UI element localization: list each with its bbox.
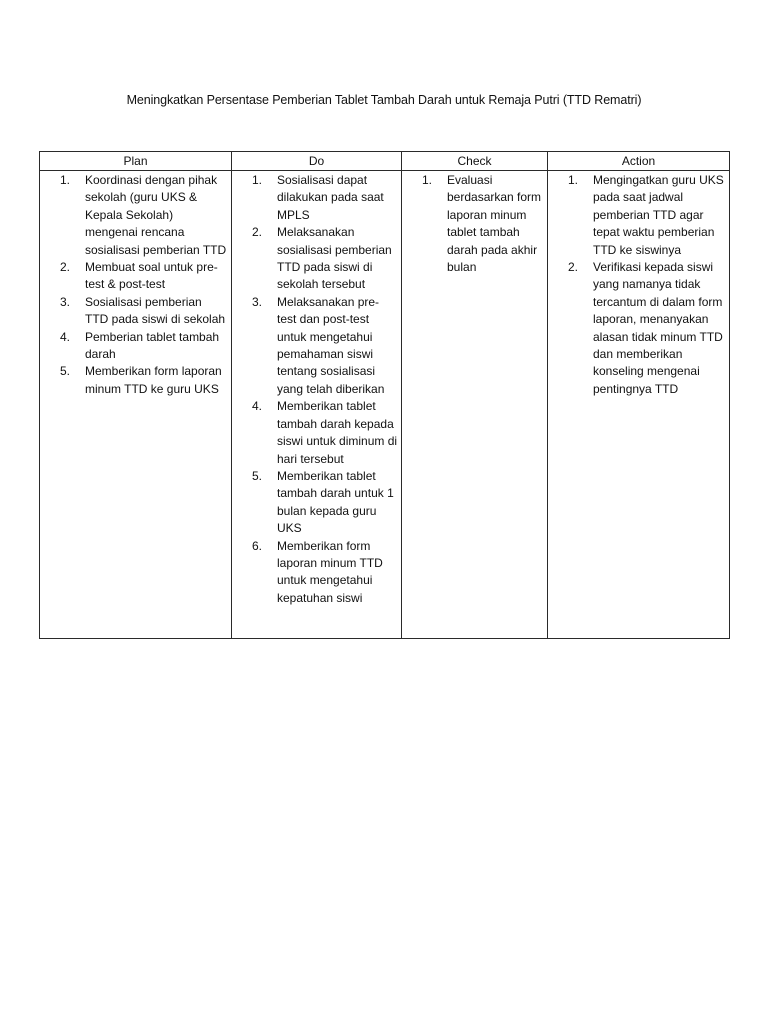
table-row [40, 171, 730, 639]
list-item [238, 172, 398, 224]
list-item [238, 224, 398, 294]
item-text: Memberikan form laporan minum TTD ke guru UKS [85, 364, 222, 396]
header-check: Check [402, 152, 548, 171]
item-number: 1. [422, 173, 433, 187]
item-text: Mengingatkan guru UKS pada saat jadwal pemberian TTD agar tepat waktu pemberian TTD ke siswinya [593, 173, 724, 257]
do-list [238, 172, 398, 607]
item-number: 2. [568, 260, 579, 275]
item-text: Melaksanakan sosialisasi pemberian TTD pada siswi di sekolah tersebut [277, 225, 392, 292]
list-item [46, 259, 228, 294]
list-item [238, 538, 398, 608]
item-number: 5. [252, 468, 263, 483]
item-text: Sosialisasi pemberian TTD pada siswi di sekolah [85, 294, 226, 327]
item-number: 4. [60, 329, 71, 344]
item-number: 1. [60, 173, 71, 187]
list-item [46, 294, 228, 329]
header-action: Action [548, 152, 730, 171]
item-text: Sosialisasi dapat dilakukan pada saat MPLS [277, 173, 384, 222]
plan-list [46, 172, 228, 398]
item-text: Koordinasi dengan pihak sekolah (guru UKS & Kepala Sekolah) mengenai rencana sosialisasi pemberian TTD [85, 173, 227, 257]
item-text: Melaksanakan pre-test dan post-test untuk mengetahui pemahaman siswi tentang sosialisasi yang telah diberikan [277, 294, 385, 396]
item-number: 3. [60, 294, 71, 309]
item-text: Memberikan tablet tambah darah kepada siswi untuk diminum di hari tersebut [277, 399, 398, 466]
plan-cell [40, 171, 232, 639]
list-item [238, 398, 398, 468]
header-do: Do [232, 152, 402, 171]
item-number: 3. [252, 294, 263, 309]
check-cell [402, 171, 548, 639]
header-row [40, 152, 730, 171]
item-text: Pemberian tablet tambah darah [85, 329, 220, 362]
list-item [554, 172, 726, 259]
list-item [46, 329, 228, 364]
list-item [554, 259, 726, 398]
do-cell [232, 171, 402, 639]
item-text: Memberikan form laporan minum TTD untuk mengetahui kepatuhan siswi [277, 538, 383, 605]
list-item [46, 172, 228, 259]
item-number: 2. [60, 260, 71, 275]
item-text: Memberikan tablet tambah darah untuk 1 bulan kepada guru UKS [277, 468, 394, 536]
item-number: 1. [252, 173, 263, 187]
pdca-table [39, 151, 730, 639]
action-list [554, 172, 726, 398]
item-number: 2. [252, 225, 263, 240]
list-item [238, 294, 398, 398]
action-cell [548, 171, 730, 639]
list-item [46, 363, 228, 398]
header-plan: Plan [40, 152, 232, 171]
item-text: Membuat soal untuk pre-test & post-test [85, 260, 218, 292]
item-text: Verifikasi kepada siswi yang namanya tidak tercantum di dalam form laporan, menanyakan alasan tidak minum TTD dan memberikan konseling mengenai pentingnya TTD [593, 260, 723, 396]
list-item [238, 468, 398, 538]
item-text: Evaluasi berdasarkan form laporan minum tablet tambah darah pada akhir bulan [447, 173, 542, 275]
item-number: 6. [252, 538, 263, 553]
page-title: Meningkatkan Persentase Pemberian Tablet Tambah Darah untuk Remaja Putri (TTD Rematri) [126, 93, 642, 107]
list-item [408, 172, 544, 276]
check-list [408, 172, 544, 276]
item-number: 1. [568, 173, 579, 187]
item-number: 5. [60, 364, 71, 379]
item-number: 4. [252, 399, 263, 414]
